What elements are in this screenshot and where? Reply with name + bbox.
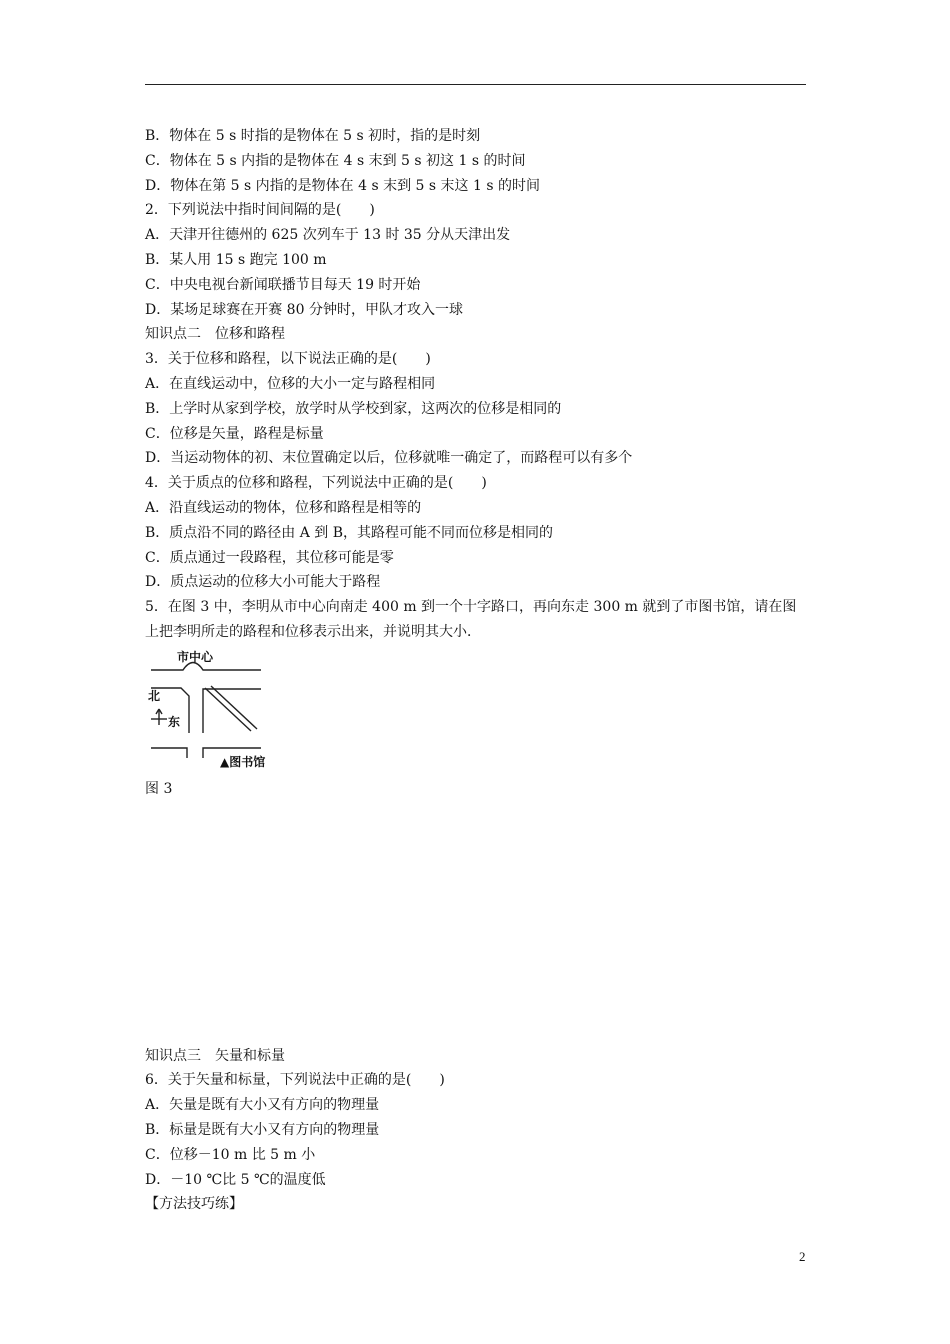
page-content [145,124,810,1217]
option-line: B．上学时从家到学校，放学时从学校到家，这两次的位移是相同的 [145,400,562,417]
question-line: 4．关于质点的位移和路程，下列说法中正确的是( ) [145,475,487,492]
option-line: D．物体在第 5 s 内指的是物体在 4 s 末到 5 s 末这 1 s 的时间 [145,177,540,194]
option-line: C．质点通过一段路程，其位移可能是零 [145,549,394,566]
answer-space [145,802,810,1044]
option-line: A．天津开往德州的 625 次列车于 13 时 35 分从天津出发 [145,227,511,244]
question-line: 6．关于矢量和标量，下列说法中正确的是( ) [145,1072,445,1089]
option-line: D．当运动物体的初、末位置确定以后，位移就唯一确定了，而路程可以有多个 [145,450,633,467]
option-line: D．－10 ℃比 5 ℃的温度低 [145,1171,326,1188]
figure-caption: 图 3 [145,780,173,797]
section-heading: 知识点三 矢量和标量 [145,1047,285,1064]
option-line: B．某人用 15 s 跑完 100 m [145,251,327,268]
option-line: D．质点运动的位移大小可能大于路程 [145,574,381,591]
section-heading: 【方法技巧练】 [145,1196,243,1213]
map-figure [145,651,285,773]
option-line: C．物体在 5 s 内指的是物体在 4 s 末到 5 s 初这 1 s 的时间 [145,152,526,169]
option-line: C．位移－10 m 比 5 m 小 [145,1146,316,1163]
city-center-label: 市中心 [177,649,214,664]
option-line: D．某场足球赛在开赛 80 分钟时，甲队才攻入一球 [145,301,463,318]
question-line: 3．关于位移和路程，以下说法正确的是( ) [145,351,431,368]
page-number: 2 [799,1249,806,1264]
option-line: A．在直线运动中，位移的大小一定与路程相同 [145,375,436,392]
east-label: 东 [168,714,181,729]
option-line: C．位移是矢量，路程是标量 [145,425,324,442]
library-label: ▲图书馆 [220,754,266,769]
north-label: 北 [148,688,161,703]
option-line: A．沿直线运动的物体，位移和路程是相等的 [145,499,422,516]
section-heading: 知识点二 位移和路程 [145,326,285,343]
question-5: 5．在图 3 中，李明从市中心向南走 400 m 到一个十字路口，再向东走 300 m 就到了市图书馆，请在图上把李明所走的路程和位移表示出来，并说明其大小． [145,599,797,640]
option-line: B．标量是既有大小又有方向的物理量 [145,1121,380,1138]
question-line: 2．下列说法中指时间间隔的是( ) [145,202,375,219]
header-rule [145,84,806,85]
option-line: B．质点沿不同的路径由 A 到 B，其路程可能不同而位移是相同的 [145,524,554,541]
option-line: A．矢量是既有大小又有方向的物理量 [145,1097,380,1114]
option-line: C．中央电视台新闻联播节目每天 19 时开始 [145,276,421,293]
option-line: B．物体在 5 s 时指的是物体在 5 s 初时，指的是时刻 [145,128,481,144]
